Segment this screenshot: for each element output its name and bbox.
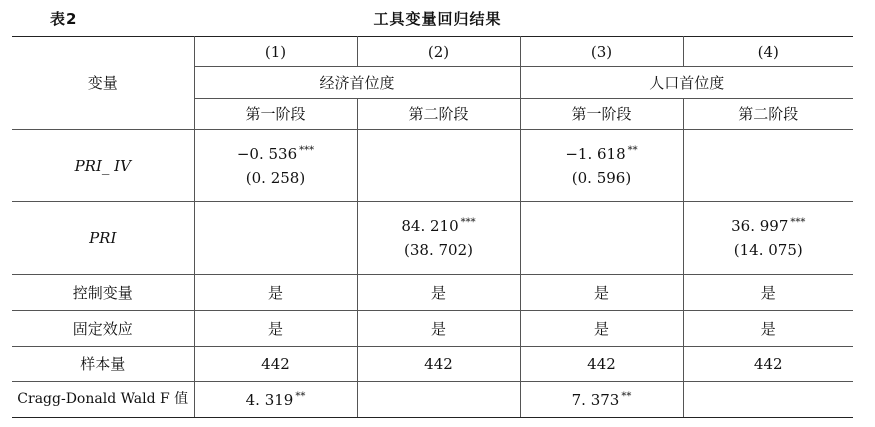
f-stat-value: 4. 319 ** (245, 390, 306, 409)
row-label-pri-iv: PRI_ IV (12, 130, 194, 202)
row-label-cragg-donald: Cragg-Donald Wald F 值 (12, 382, 194, 418)
stage-label-2: 第二阶段 (357, 99, 520, 130)
cell-fixed-effects-2: 是 (357, 311, 520, 347)
header-row-numbers (12, 37, 853, 67)
stage-label-3: 第一阶段 (520, 99, 683, 130)
cell-pri-iv-1 (194, 130, 357, 202)
row-label-controls: 控制变量 (12, 275, 194, 311)
significance-stars: *** (790, 217, 806, 228)
std-error: (38. 702) (404, 241, 473, 259)
significance-stars: *** (299, 144, 315, 156)
significance-stars: *** (460, 217, 476, 228)
coef-value: −1. 618 ** (565, 144, 638, 163)
row-controls (12, 275, 853, 311)
row-fixed-effects (12, 311, 853, 347)
cell-cragg-donald-1 (194, 382, 357, 418)
table-label: 表2 (50, 10, 78, 28)
cell-sample-size-3: 442 (520, 347, 683, 382)
std-error: (14. 075) (733, 241, 803, 259)
cell-pri-iv-3 (520, 130, 683, 202)
cell-pri-3 (520, 202, 683, 275)
std-error: (0. 596) (571, 168, 632, 187)
cell-cragg-donald-4 (683, 382, 853, 418)
f-stat-value: 7. 373 ** (571, 390, 632, 409)
cell-pri-iv-2 (357, 130, 520, 202)
significance-stars: ** (295, 390, 306, 402)
cell-controls-4: 是 (683, 275, 853, 311)
row-label-fixed-effects: 固定效应 (12, 311, 194, 347)
cell-sample-size-4: 442 (683, 347, 853, 382)
stage-label-1: 第一阶段 (194, 99, 357, 130)
row-label-pri: PRI (12, 202, 194, 275)
cell-cragg-donald-3 (520, 382, 683, 418)
col-number-4: (4) (683, 37, 853, 67)
coef-value: −0. 536 *** (236, 144, 315, 163)
significance-stars: ** (627, 144, 638, 156)
regression-table (12, 36, 853, 418)
col-number-1: (1) (194, 37, 357, 67)
col-number-3: (3) (520, 37, 683, 67)
cell-fixed-effects-4: 是 (683, 311, 853, 347)
row-pri (12, 202, 853, 275)
significance-stars: ** (621, 390, 632, 402)
table-caption (0, 0, 875, 36)
stage-label-4: 第二阶段 (683, 99, 853, 130)
cell-fixed-effects-3: 是 (520, 311, 683, 347)
cell-pri-2 (357, 202, 520, 275)
row-pri-iv (12, 130, 853, 202)
cell-sample-size-2: 442 (357, 347, 520, 382)
row-sample-size (12, 347, 853, 382)
std-error: (0. 258) (245, 168, 306, 187)
cell-sample-size-1: 442 (194, 347, 357, 382)
cell-controls-2: 是 (357, 275, 520, 311)
cell-cragg-donald-2 (357, 382, 520, 418)
cell-fixed-effects-1: 是 (194, 311, 357, 347)
cell-pri-iv-4 (683, 130, 853, 202)
group-population-primacy: 人口首位度 (520, 67, 853, 99)
col-number-2: (2) (357, 37, 520, 67)
coef-value: 36. 997 *** (731, 217, 806, 235)
cell-controls-3: 是 (520, 275, 683, 311)
row-label-sample-size: 样本量 (12, 347, 194, 382)
cell-pri-4 (683, 202, 853, 275)
table-title: 工具变量回归结果 (373, 10, 502, 28)
row-cragg-donald (12, 382, 853, 418)
cell-controls-1: 是 (194, 275, 357, 311)
coef-value: 84. 210 *** (401, 217, 476, 235)
header-variable: 变量 (12, 37, 194, 130)
cell-pri-1 (194, 202, 357, 275)
group-economic-primacy: 经济首位度 (194, 67, 520, 99)
